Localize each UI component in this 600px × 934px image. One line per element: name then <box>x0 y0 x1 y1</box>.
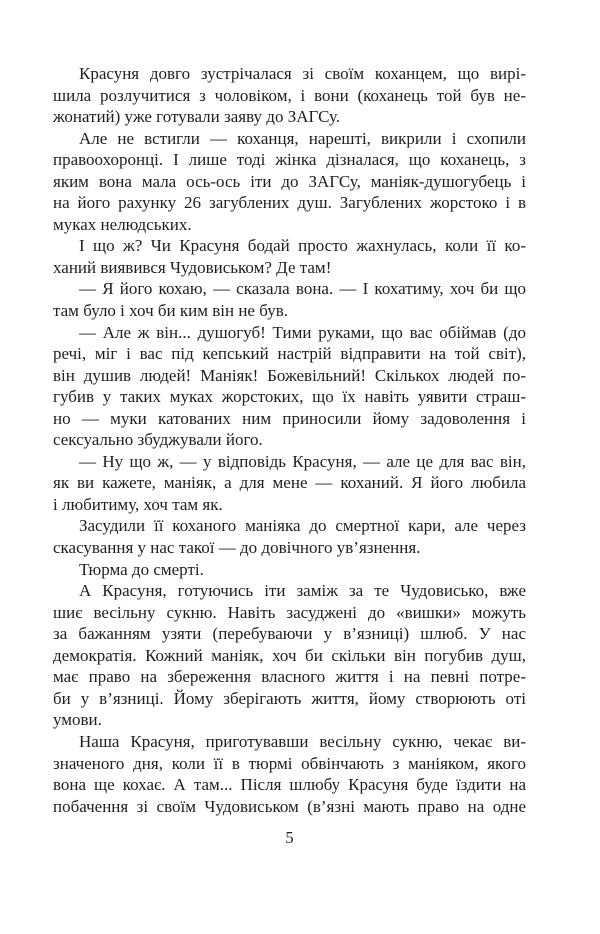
text-block <box>53 63 526 817</box>
text-line: — Ну що ж, — у відповідь Красуня, — але це для вас він, <box>79 451 526 471</box>
text-line: — Але ж він... душогуб! Тими руками, що вас обіймав (до <box>79 322 526 342</box>
text-line: Красуня довго зустрічалася зі своїм коханцем, що вирі- <box>79 64 526 83</box>
text-line: шила розлучитися з чоловіком, і вони (коханець той був не- <box>53 85 526 105</box>
text-line: і любитиму, хоч там як. <box>53 494 223 514</box>
text-line: значеного дня, коли її в тюрмі обвінчають з маніяком, якого <box>53 753 526 773</box>
text-line: шиє весільну сукню. Навіть засуджені до «вишки» можуть <box>53 602 526 622</box>
text-line: яким вона мала ось-ось іти до ЗАГСу, маніяк-душогубець і <box>53 171 526 191</box>
text-line: І що ж? Чи Красуня бодай просто жахнулась, коли її ко- <box>79 236 526 256</box>
text-line: сексуально збуджували його. <box>53 430 263 450</box>
text-line: має право на збереження власного життя і на певні потре- <box>53 667 526 687</box>
text-line: побачення зі своїм Чудовиськом (в’язні мають право на одне <box>53 796 526 816</box>
text-line: би у в’язниці. Йому зберігають життя, йому створюють оті <box>53 688 526 708</box>
text-line: речі, міг і вас під кепський настрій відправити на той світ), <box>53 344 526 364</box>
text-line: Але не встигли — коханця, нарешті, викрили і схопили <box>79 128 526 148</box>
text-line: губив у таких муках жорстоких, що їх навіть уявити страш- <box>53 387 526 407</box>
text-line: муках нелюдських. <box>53 214 192 234</box>
text-line: за бажанням узяти (перебуваючи у в’язниці) шлюб. У нас <box>53 624 526 644</box>
text-line: там було і хоч би ким він не був. <box>53 301 288 321</box>
text-line: правоохоронці. І лише тоді жінка дізналася, що коханець, з <box>53 150 526 170</box>
text-line: він душив людей! Маніяк! Божевільний! Скількох людей по- <box>53 365 526 385</box>
text-line: як ви кажете, маніяк, а для мене — коханий. Я його любила <box>53 473 526 493</box>
text-line: но — муки катованих ним приносили йому задоволення і <box>53 408 526 428</box>
text-line: ханий виявився Чудовиськом? Де там! <box>53 257 332 277</box>
text-line: Засудили її коханого маніяка до смертної кари, але через <box>79 516 526 536</box>
text-line: умови. <box>53 710 102 730</box>
text-line: вона ще кохає. А там... Після шлюбу Красуня буде їздити на <box>53 775 526 795</box>
text-line: А Красуня, готуючись іти заміж за те Чудовисько, вже <box>79 581 526 601</box>
text-line: — Я його кохаю, — сказала вона. — І кохатиму, хоч би що <box>79 279 526 299</box>
text-line: жонатий) уже готували заяву до ЗАГСу. <box>53 107 341 127</box>
text-line: на його рахунку 26 загублених душ. Загублених жорстоко і в <box>53 193 526 213</box>
text-line: Наша Красуня, приготувавши весільну сукню, чекає ви- <box>79 731 526 751</box>
text-line: Тюрма до смерті. <box>79 559 204 579</box>
text-line: скасування у нас такої — до довічного ув’язнення. <box>53 538 421 558</box>
text-line: демократія. Кожний маніяк, хоч би скільки він погубив душ, <box>53 645 526 665</box>
page-number: 5 <box>285 828 294 847</box>
